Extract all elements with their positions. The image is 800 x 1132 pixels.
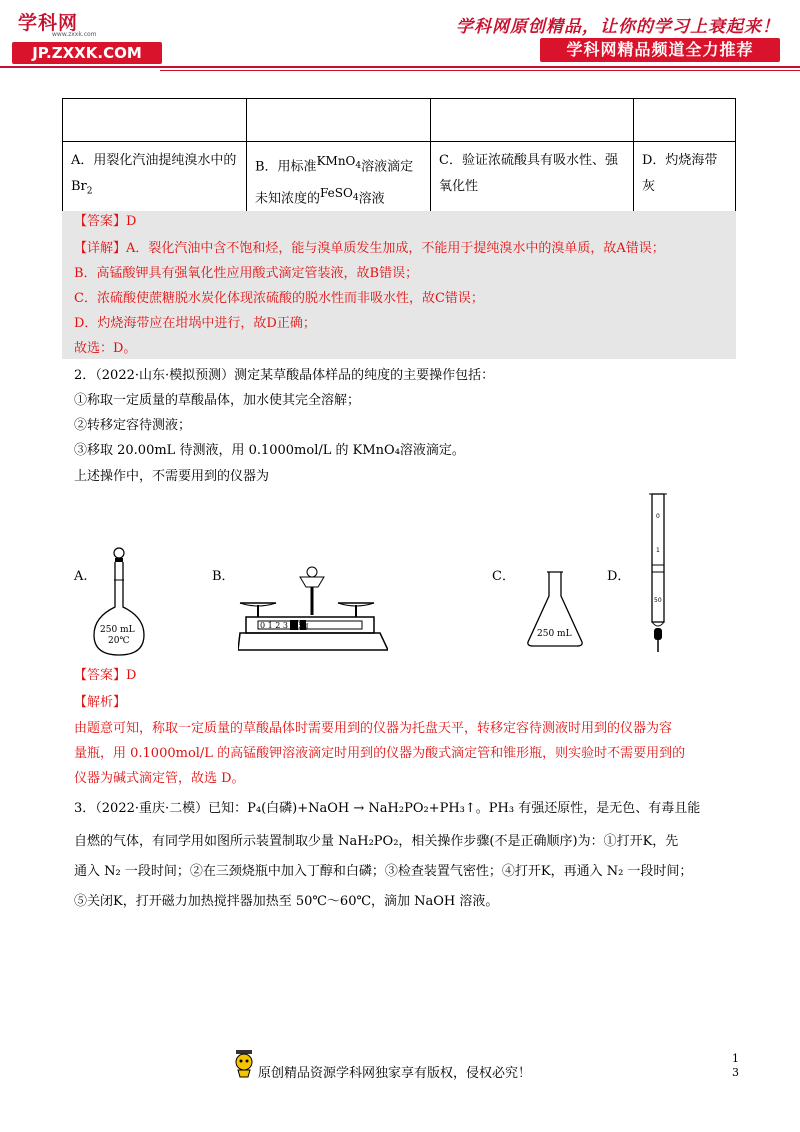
brand-url[interactable]: JP.ZXXK.COM xyxy=(12,42,162,64)
q1-option-d: D．灼烧海带灰 xyxy=(634,142,736,220)
q2-option-label-d: D． xyxy=(607,569,631,584)
q2-step: ①称取一定质量的草酸晶体，加水使其完全溶解； xyxy=(74,393,361,408)
flask-volume-label: 250 mL xyxy=(100,625,135,635)
q3-line: 自燃的气体，有同学用如图所示装置制取少量 NaH₂PO₂，相关操作步骤(不是正确顺序)为：①打开K，先 xyxy=(74,834,679,849)
q1-image-row xyxy=(63,99,736,142)
brand-sub: www.zxxk.com xyxy=(52,31,97,38)
q1-text-row xyxy=(63,142,736,220)
q1-option-a: A．用裂化汽油提纯溴水中的$Br_2$ xyxy=(63,142,247,220)
header-divider xyxy=(0,66,800,68)
erlenmeyer-flask-icon xyxy=(525,570,585,650)
q3-line: 通入 N₂ 一段时间；②在三颈烧瓶中加入丁醇和白磷；③检查装置气密性；④打开K，再通入 N₂ 一段时间； xyxy=(74,864,693,879)
q2-step: ②转移定容待测液； xyxy=(74,418,192,433)
q2-option-label-b: B． xyxy=(212,569,235,584)
q1-option-c: C．验证浓硫酸具有吸水性、强氧化性 xyxy=(431,142,634,220)
q1-detail-line: 【详解】A．裂化汽油中含不饱和烃，能与溴单质发生加成，不能用于提纯溴水中的溴单质，故A错误； xyxy=(74,241,665,256)
q2-analysis-label: 【解析】 xyxy=(74,695,127,710)
page-number: 1 3 xyxy=(732,1052,739,1079)
q1-options-table xyxy=(62,98,736,220)
burette-mark-50: 50 xyxy=(654,597,662,604)
q3-line: 3．（2022·重庆·二模）已知：P₄(白磷)+NaOH → NaH₂PO₂+PH₃↑。PH₃ 有强还原性，是无色、有毒且能 xyxy=(74,801,701,816)
q2-analysis-line: 仪器为碱式滴定管，故选 D。 xyxy=(74,771,245,786)
q2-option-label-a: A. xyxy=(74,569,88,584)
burette-mark-0: 0 xyxy=(656,513,660,520)
q2-question: 上述操作中，不需要用到的仪器为 xyxy=(74,469,270,484)
q2-option-label-c: C． xyxy=(492,569,515,584)
q1-option-b: B．用标准$^{KMnO_4}$溶液滴定未知浓度的$^{FeSO_4}$溶液 xyxy=(247,142,431,220)
q1-detail-line: C．浓硫酸使蔗糖脱水炭化体现浓硫酸的脱水性而非吸水性，故C错误； xyxy=(74,291,484,306)
q2-analysis-line: 由题意可知，称取一定质量的草酸晶体时需要用到的仪器为托盘天平，转移定容待测液时用到的仪器为容 xyxy=(74,721,673,736)
balance-icon xyxy=(238,565,388,655)
q1-detail-line: 故选：D。 xyxy=(74,341,137,356)
erlenmeyer-volume-label: 250 mL xyxy=(537,629,572,639)
q1-detail-line: D．灼烧海带应在坩埚中进行，故D正确； xyxy=(74,316,316,331)
q2-step: ③移取 20.00mL 待测液，用 0.1000mol/L 的 KMnO₄溶液滴定。 xyxy=(74,443,465,458)
q1-answer-panel xyxy=(62,211,736,359)
brand-logo: 学科网 xyxy=(18,12,79,34)
header-banner: 学科网精品频道全力推荐 xyxy=(540,38,780,62)
balance-scale-label: 0 1 2 3 4 5g xyxy=(260,621,309,630)
q2-analysis-line: 量瓶，用 0.1000mol/L 的高锰酸钾溶液滴定时用到的仪器为酸式滴定管和锥形瓶，则实验时不需要用到的 xyxy=(74,746,686,761)
volumetric-flask-icon xyxy=(90,545,150,660)
q2-answer: 【答案】D xyxy=(74,668,137,683)
header-divider-thin xyxy=(160,70,800,71)
q2-stem: 2．（2022·山东·模拟预测）测定某草酸晶体样品的纯度的主要操作包括： xyxy=(74,368,495,383)
burette-icon xyxy=(640,490,680,655)
mascot-icon xyxy=(232,1048,256,1078)
burette-mark-1: 1 xyxy=(656,547,660,554)
q1-detail-line: B．高锰酸钾具有强氧化性应用酸式滴定管装液，故B错误； xyxy=(74,266,419,281)
header-slogan: 学科网原创精品，让你的学习上衰起来！ xyxy=(456,17,780,37)
q3-line: ⑤关闭K，打开磁力加热搅拌器加热至 50℃～60℃，滴加 NaOH 溶液。 xyxy=(74,894,499,909)
flask-temp-label: 20℃ xyxy=(108,636,130,646)
q1-answer: 【答案】D xyxy=(74,214,137,229)
footer-copyright: 原创精品资源学科网独家享有版权，侵权必究！ xyxy=(258,1066,532,1081)
